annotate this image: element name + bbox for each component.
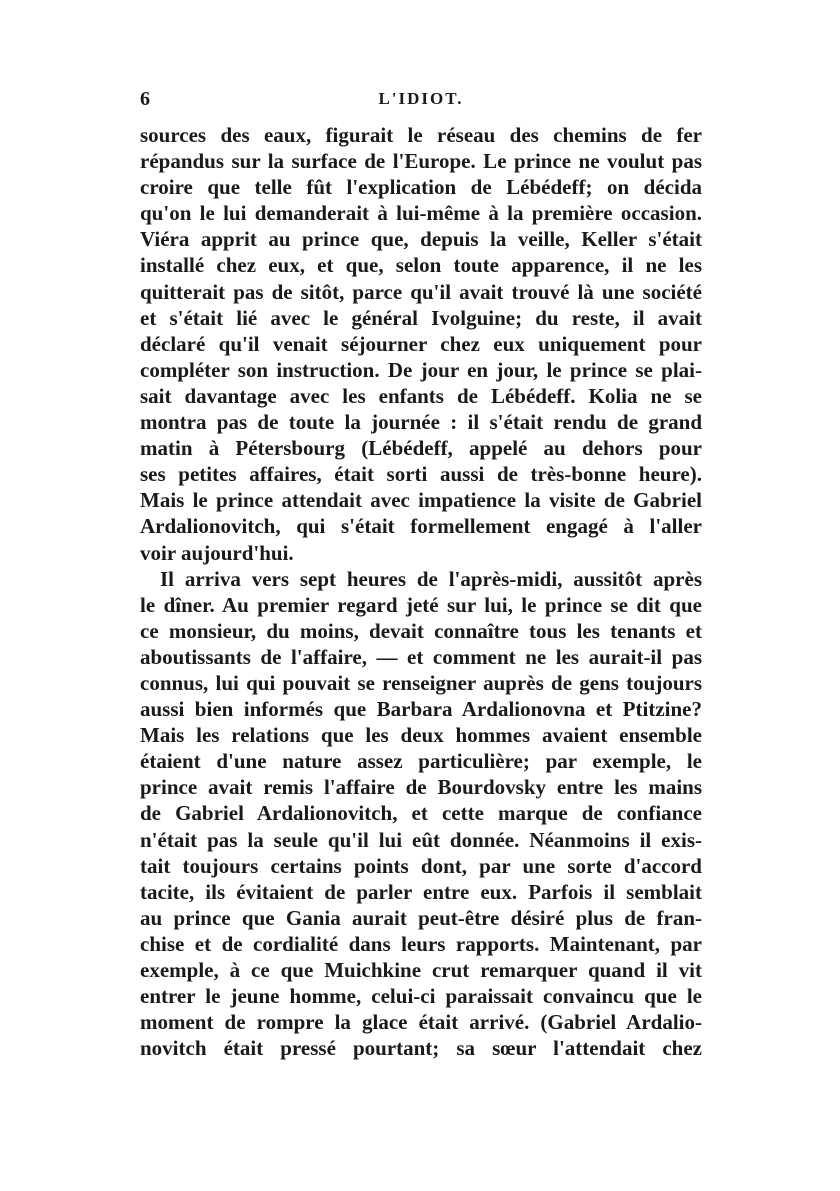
text-line: exemple, à ce que Muichkine crut remarquer quand il vit (140, 958, 702, 982)
text-line: Ardalionovitch, qui s'était formellement engagé à l'aller (140, 514, 702, 539)
text-line: montra pas de toute la journée : il s'était rendu de grand (140, 410, 702, 435)
text-line: Viéra apprit au prince que, depuis la veille, Keller s'était (140, 227, 702, 252)
text-line: ses petites affaires, était sorti aussi de très-bonne heure). (140, 462, 702, 487)
text-line: ce monsieur, du moins, devait connaître tous les tenants et (140, 618, 702, 643)
text-line: compléter son instruction. De jour en jour, le prince se plai- (140, 357, 702, 382)
text-line: sait davantage avec les enfants de Lébédeff. Kolia ne se (140, 383, 702, 408)
text-line: tait toujours certains points dont, par une sorte d'accord (140, 853, 702, 878)
text-line: matin à Pétersbourg (Lébédeff, appelé au dehors pour (140, 436, 702, 461)
body-text (140, 122, 702, 1061)
text-line: et s'était lié avec le général Ivolguine; du reste, il avait (140, 305, 702, 330)
text-line: Mais les relations que les deux hommes avaient ensemble (140, 723, 702, 748)
text-line: prince avait remis l'affaire de Bourdovsky entre les mains (140, 775, 702, 800)
text-line: le dîner. Au premier regard jeté sur lui, le prince se dit que (140, 592, 702, 617)
text-line: moment de rompre la glace était arrivé. (Gabriel Ardalio- (140, 1010, 702, 1035)
text-line: tacite, ils évitaient de parler entre eux. Parfois il semblait (140, 879, 702, 904)
text-line: de Gabriel Ardalionovitch, et cette marque de confiance (140, 801, 702, 826)
text-line: déclaré qu'il venait séjourner chez eux uniquement pour (140, 331, 702, 356)
running-head (140, 86, 702, 112)
text-line: au prince que Gania aurait peut-être désiré plus de fran- (140, 905, 702, 930)
text-line: Il arriva vers sept heures de l'après-midi, aussitôt après (160, 566, 702, 591)
text-line: voir aujourd'hui. (140, 540, 294, 565)
text-line: croire que telle fût l'explication de Lébédeff; on décida (140, 175, 702, 200)
text-line: aussi bien informés que Barbara Ardalionovna et Ptitzine? (140, 697, 702, 722)
text-line: aboutissants de l'affaire, — et comment ne les aurait-il pas (140, 644, 702, 669)
text-line: n'était pas la seule qu'il lui eût donnée. Néanmoins il exis- (140, 827, 702, 852)
text-line: étaient d'une nature assez particulière; par exemple, le (140, 749, 702, 774)
text-line: quitterait pas de sitôt, parce qu'il avait trouvé là une société (140, 279, 702, 304)
text-line: entrer le jeune homme, celui-ci paraissait convaincu que le (140, 984, 702, 1009)
text-line: novitch était pressé pourtant; sa sœur l'attendait chez (140, 1036, 702, 1061)
running-title: L'IDIOT. (378, 89, 464, 108)
page-number: 6 (140, 88, 150, 110)
text-line: sources des eaux, figurait le réseau des chemins de fer (140, 123, 702, 147)
text-line: qu'on le lui demanderait à lui-même à la première occasion. (140, 201, 702, 226)
text-line: chise et de cordialité dans leurs rapports. Maintenant, par (140, 931, 702, 956)
text-line: Mais le prince attendait avec impatience la visite de Gabriel (140, 488, 702, 513)
text-line: connus, lui qui pouvait se renseigner auprès de gens toujours (140, 670, 702, 695)
text-line: installé chez eux, et que, selon toute apparence, il ne les (140, 253, 702, 278)
text-line: répandus sur la surface de l'Europe. Le prince ne voulut pas (140, 149, 702, 174)
